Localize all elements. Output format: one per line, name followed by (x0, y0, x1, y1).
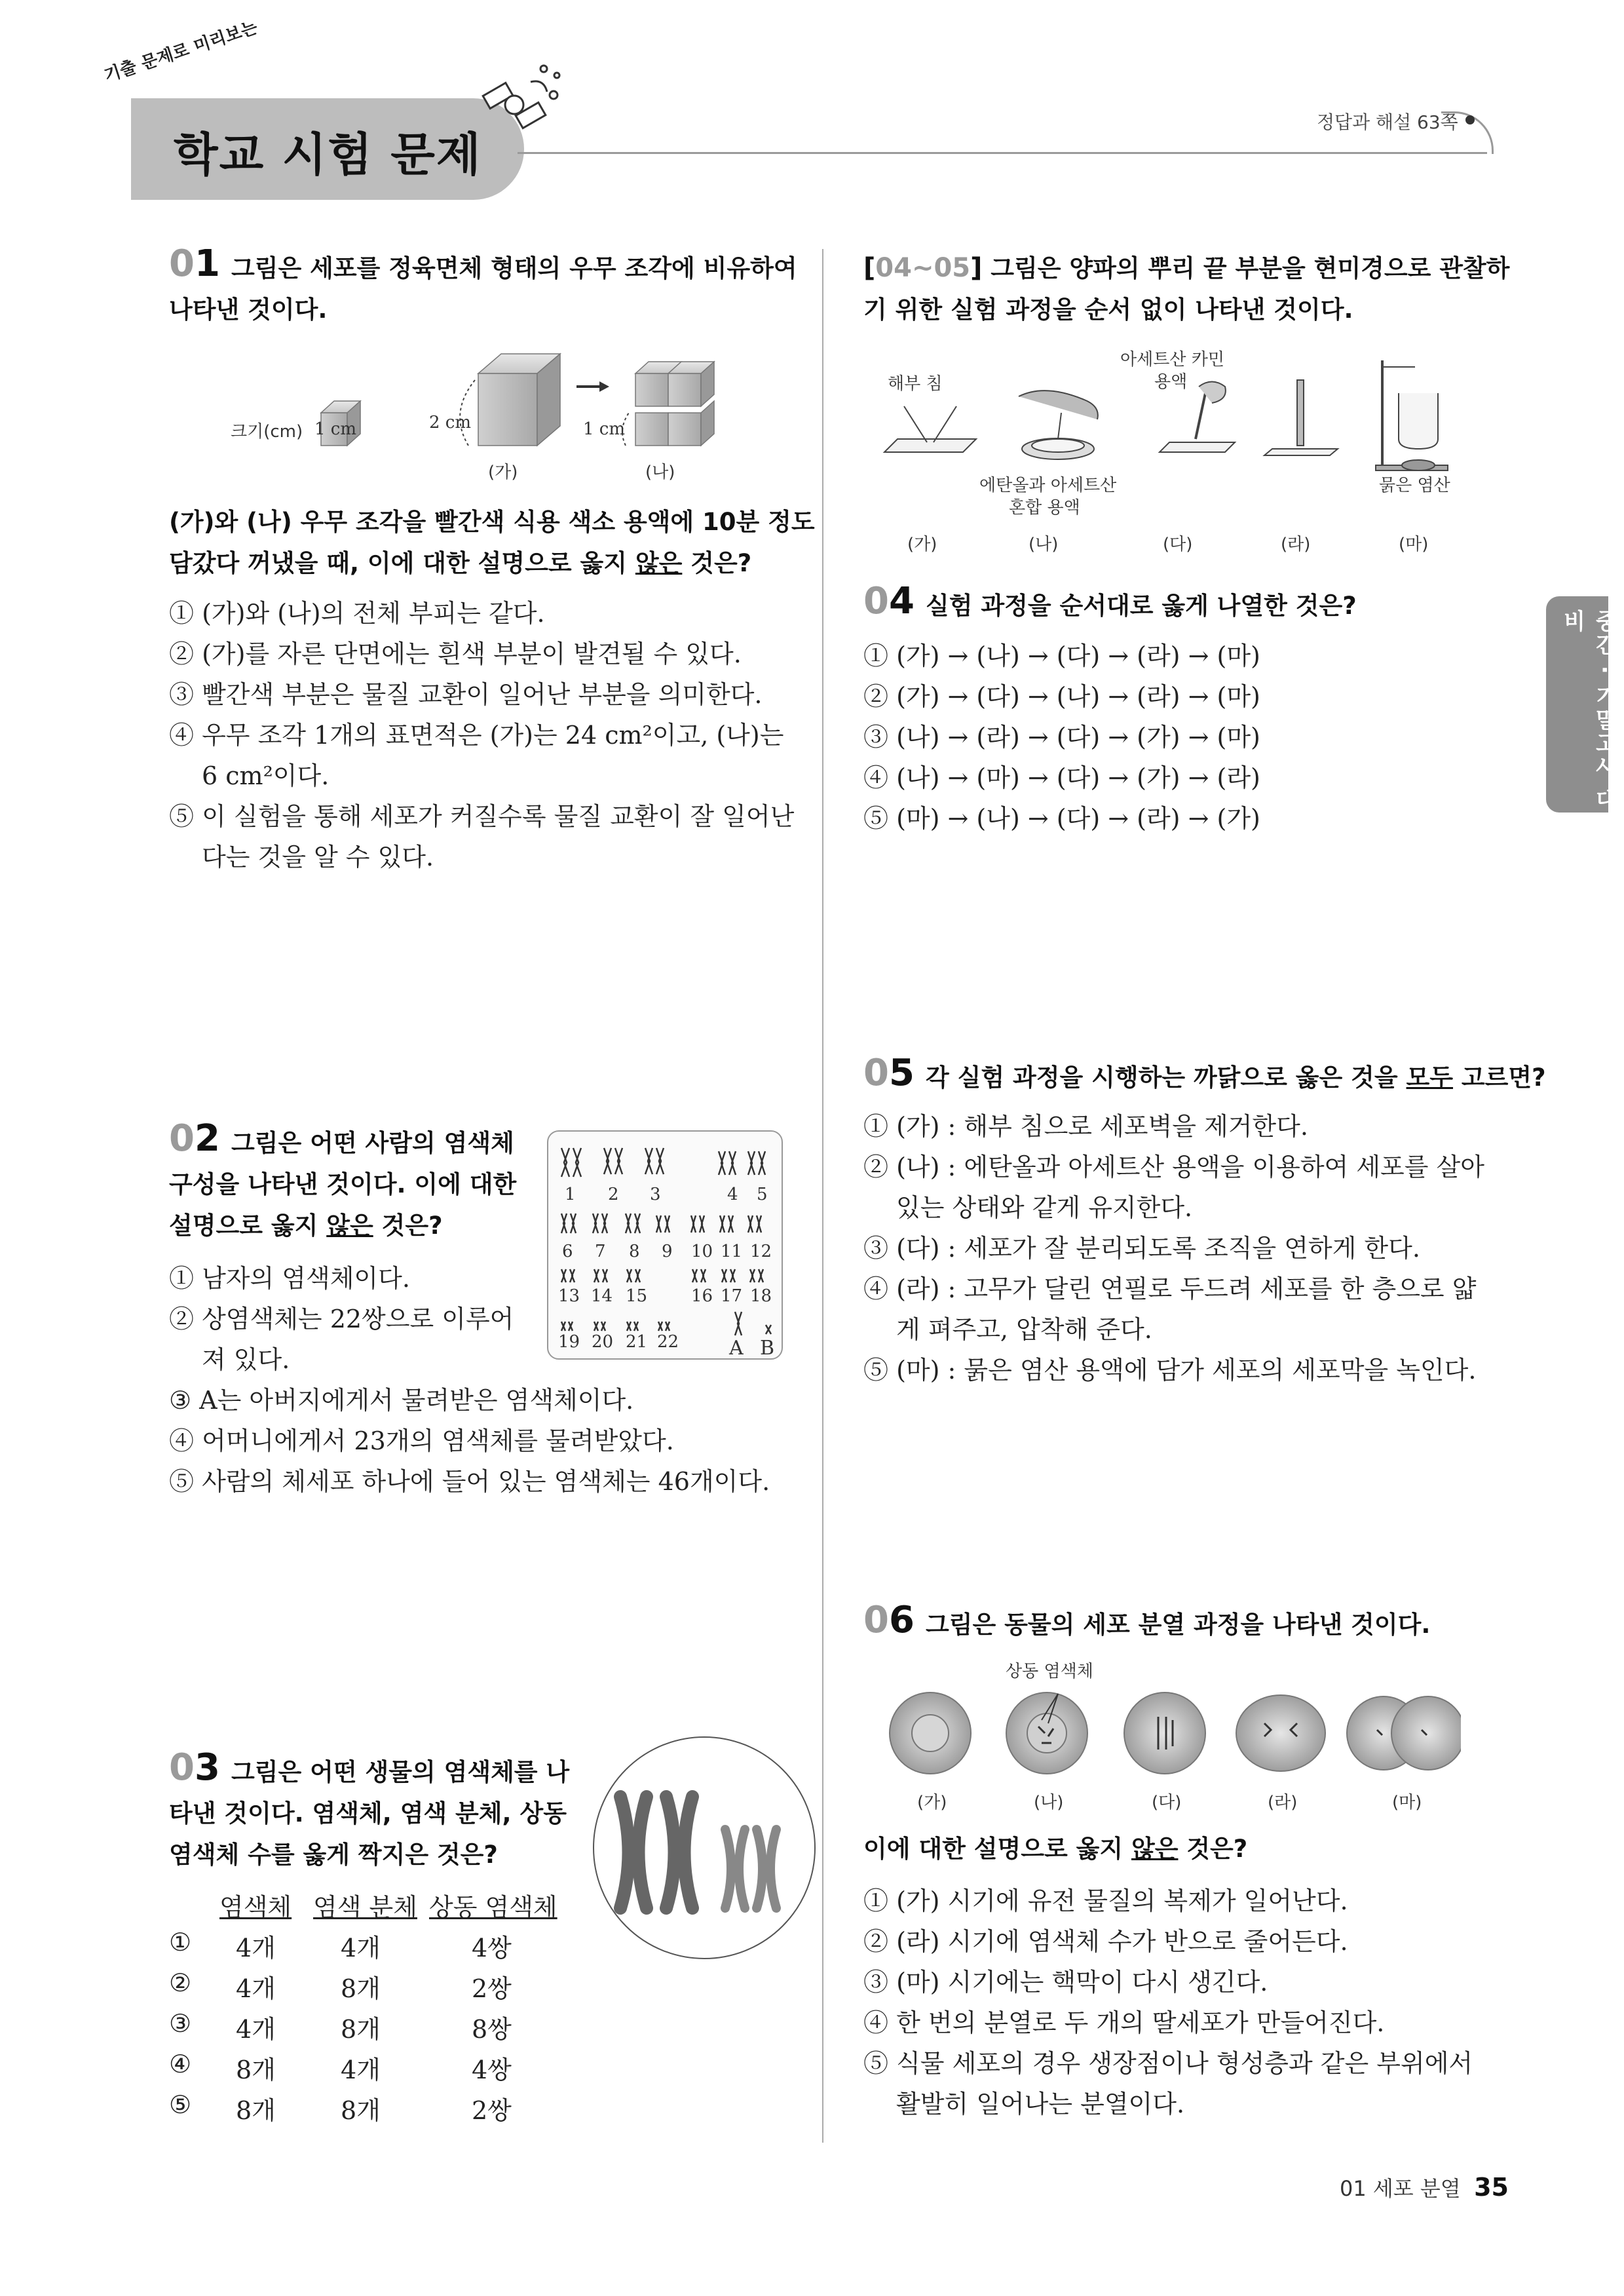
q02-option-5[interactable]: ⑤ 사람의 체세포 하나에 들어 있는 염색체는 46개이다. (169, 1467, 770, 1496)
prompt-part: 각 실험 과정을 시행하는 까닭으로 옳은 것을 (926, 1063, 1407, 1092)
question-text: 나타낸 것이다. (169, 296, 328, 324)
cell-label-na: (나) (1034, 1793, 1064, 1812)
question-prompt: (가)와 (나) 우무 조각을 빨간색 식용 색소 용액에 10분 정도 (169, 508, 815, 536)
question-number: 01 (169, 242, 220, 285)
figure-label-na: (나) (645, 463, 675, 482)
label-carmine: 아세트산 카민 (1120, 350, 1224, 370)
cell-label-ga: (가) (917, 1793, 947, 1812)
bullet-dot (1465, 115, 1475, 124)
kary-sex-b: B (760, 1337, 775, 1360)
page-title: 학교 시험 문제 (174, 128, 482, 182)
kary-num: 14 (591, 1286, 613, 1306)
q05-option-5[interactable]: ⑤ (마) : 묽은 염산 용액에 담가 세포의 세포막을 녹인다. (863, 1356, 1477, 1385)
size-1cm-b: 1 cm (583, 419, 626, 439)
q03-option-5[interactable]: ⑤ (169, 2090, 192, 2119)
footer-chapter: 01 세포 분열 (1340, 2176, 1461, 2201)
figure-label-ga: (가) (488, 463, 518, 482)
prompt-part: 이에 대한 설명으로 옳지 (863, 1835, 1131, 1863)
prompt-part: 것은? (1178, 1835, 1248, 1863)
kary-num: 7 (595, 1242, 606, 1261)
label-carmine-2: 용액 (1154, 372, 1188, 392)
q02-option-4[interactable]: ④ 어머니에게서 23개의 염색체를 물려받았다. (169, 1426, 674, 1455)
q01-option-3[interactable]: ③ 빨간색 부분은 물질 교환이 일어난 부분을 의미한다. (169, 680, 763, 709)
cell-division-figure (884, 1684, 1461, 1782)
q02-option-3[interactable]: ③ A는 아버지에게서 물려받은 염색체이다. (169, 1386, 634, 1415)
kary-num: 15 (626, 1286, 648, 1306)
question-text: 구성을 나타낸 것이다. 이에 대한 (169, 1170, 517, 1198)
size-label: 크기(cm) (231, 422, 303, 442)
chromosome-x-shapes (594, 1738, 817, 1961)
question-text: 그림은 세포를 정육면체 형태의 우무 조각에 비유하여 (231, 254, 797, 282)
kary-num: 2 (608, 1185, 619, 1204)
prompt-part: 것은? (373, 1212, 443, 1240)
question-prompt (169, 543, 751, 584)
q03-option-3[interactable]: ③ (169, 2009, 192, 2038)
col-header: 염색체 (219, 1893, 292, 1922)
q01-option-4-cont: 6 cm²이다. (202, 761, 330, 790)
kary-num: 4 (727, 1185, 738, 1204)
q06-option-5-cont: 활발히 일어나는 분열이다. (896, 2090, 1185, 2118)
question-number: 02 (169, 1117, 220, 1160)
kary-num: 8 (629, 1242, 640, 1261)
table-header (429, 1887, 557, 1923)
kary-num: 6 (562, 1242, 573, 1261)
q06-option-1[interactable]: ① (가) 시기에 유전 물질의 복제가 일어난다. (863, 1886, 1348, 1915)
label-ethanol-2: 혼합 용액 (1009, 498, 1080, 518)
table-cell: 4개 (236, 1934, 276, 1962)
q04-option-2[interactable]: ② (가) → (다) → (나) → (라) → (마) (863, 682, 1260, 711)
intro-text: 그림은 양파의 뿌리 끝 부분을 현미경으로 관찰하 (982, 254, 1510, 282)
table-cell: 8개 (341, 2015, 381, 2044)
question-text: 타낸 것이다. 염색체, 염색 분체, 상동 (169, 1799, 567, 1827)
prompt-underline: 않은 (635, 549, 683, 577)
q05-option-1[interactable]: ① (가) : 해부 침으로 세포벽을 제거한다. (863, 1112, 1308, 1141)
question-number: 03 (169, 1746, 220, 1789)
prompt-part: 담갔다 꺼냈을 때, 이에 대한 설명으로 옳지 (169, 549, 635, 577)
question-text: 실험 과정을 순서대로 옳게 나열한 것은? (926, 592, 1357, 620)
page-number: 35 (1474, 2173, 1509, 2202)
range-bracket-close: ] (970, 253, 983, 283)
step-label-ra: (라) (1281, 535, 1311, 554)
side-tab (1546, 596, 1617, 813)
q03-option-4[interactable]: ④ (169, 2050, 192, 2078)
size-2cm: 2 cm (429, 413, 472, 432)
table-cell: 8개 (236, 2056, 276, 2084)
kary-sex-a: A (729, 1337, 744, 1360)
kary-num: 5 (757, 1185, 768, 1204)
header-rule (518, 152, 1487, 154)
table-cell: 2쌍 (472, 2096, 512, 2125)
question-number: 05 (863, 1052, 915, 1094)
kary-num: 19 (558, 1332, 580, 1352)
side-tab-label: 중간 · 기말고사 대비 (1559, 609, 1617, 812)
q0405-intro-2: 기 위한 실험 과정을 순서 없이 나타낸 것이다. (863, 296, 1353, 324)
question-text (926, 1057, 1546, 1098)
kary-num: 20 (592, 1332, 614, 1352)
cell-label-ra: (라) (1268, 1793, 1298, 1812)
q03-option-1[interactable]: ① (169, 1928, 192, 1957)
q04-option-5[interactable]: ⑤ (마) → (나) → (다) → (라) → (가) (863, 804, 1260, 833)
step-label-na: (나) (1029, 535, 1059, 554)
question-number: 06 (863, 1599, 915, 1641)
prompt-part: 고르면? (1453, 1063, 1546, 1092)
label-ethanol: 에탄올과 아세트산 (979, 476, 1117, 495)
kary-num: 16 (691, 1286, 713, 1306)
page-footer (1340, 2172, 1509, 2202)
satellite-icon (472, 56, 570, 147)
q05-option-2[interactable]: ② (나) : 에탄올과 아세트산 용액을 이용하여 세포를 살아 (863, 1153, 1484, 1181)
q02-option-2-cont: 져 있다. (202, 1345, 290, 1374)
table-cell: 4개 (236, 2015, 276, 2044)
q06-option-3[interactable]: ③ (마) 시기에는 핵막이 다시 생긴다. (863, 1968, 1268, 1997)
col-header: 상동 염색체 (429, 1893, 557, 1922)
kary-num: 17 (721, 1286, 743, 1306)
table-header (313, 1887, 417, 1923)
table-cell: 8개 (236, 2096, 276, 2125)
table-cell: 2쌍 (472, 1974, 512, 2003)
q04-option-1[interactable]: ① (가) → (나) → (다) → (라) → (마) (863, 641, 1260, 670)
q03-option-2[interactable]: ② (169, 1968, 192, 1997)
prompt-underline: 않은 (326, 1212, 373, 1240)
question-text: 염색체 수를 옳게 짝지은 것은? (169, 1841, 498, 1869)
prompt-part: 것은? (682, 549, 752, 577)
step-label-ga: (가) (907, 535, 937, 554)
kary-num: 1 (565, 1185, 576, 1204)
cell-label-da: (다) (1152, 1793, 1182, 1812)
range-label: 04~05 (875, 253, 971, 283)
kary-num: 13 (558, 1286, 580, 1306)
table-cell: 8개 (341, 2096, 381, 2125)
q04-option-3[interactable]: ③ (나) → (라) → (다) → (가) → (마) (863, 723, 1260, 752)
table-cell: 8쌍 (472, 2015, 512, 2044)
question-text: 그림은 동물의 세포 분열 과정을 나타낸 것이다. (926, 1611, 1431, 1639)
question-number: 04 (863, 580, 915, 622)
q01-option-5[interactable]: ⑤ 이 실험을 통해 세포가 커질수록 물질 교환이 잘 일어난 (169, 802, 795, 831)
q05-option-2-cont: 있는 상태와 같게 유지한다. (896, 1193, 1193, 1222)
prompt-part: 설명으로 옳지 (169, 1212, 327, 1240)
q01-option-5-cont: 다는 것을 알 수 있다. (202, 843, 434, 871)
kary-num: 3 (650, 1185, 661, 1204)
prompt-underline: 않은 (1131, 1835, 1179, 1863)
answer-reference: 정답과 해설 63쪽 (1317, 111, 1458, 133)
step-label-da: (다) (1163, 535, 1193, 554)
table-cell: 4개 (341, 1934, 381, 1962)
table-cell: 4개 (341, 2056, 381, 2084)
q05-option-4-cont: 게 펴주고, 압착해 준다. (896, 1315, 1152, 1344)
chromosome-circle-figure (593, 1736, 816, 1959)
q05-option-4[interactable]: ④ (라) : 고무가 달린 연필로 두드려 세포를 한 층으로 얇 (863, 1274, 1477, 1303)
q01-option-2[interactable]: ② (가)를 자른 단면에는 흰색 부분이 발견될 수 있다. (169, 640, 742, 668)
cell-label-ma: (마) (1392, 1793, 1422, 1812)
q0405-intro (863, 248, 1509, 289)
q06-option-2[interactable]: ② (라) 시기에 염색체 수가 반으로 줄어든다. (863, 1927, 1348, 1956)
table-cell: 4쌍 (472, 2056, 512, 2084)
q06-prompt (863, 1828, 1247, 1869)
q02-option-1[interactable]: ① 남자의 염색체이다. (169, 1264, 410, 1293)
col-header: 염색 분체 (313, 1893, 417, 1922)
table-cell: 8개 (341, 1974, 381, 2003)
step-label-ma: (마) (1399, 535, 1429, 554)
kary-num: 10 (691, 1242, 713, 1261)
table-cell: 4개 (236, 1974, 276, 2003)
q01-option-1[interactable]: ① (가)와 (나)의 전체 부피는 같다. (169, 599, 545, 628)
header-subtitle: 기출 문제로 미리보는 (102, 18, 260, 86)
label-homologous: 상동 염색체 (1006, 1662, 1093, 1681)
question-text: 그림은 어떤 사람의 염색체 (231, 1129, 514, 1157)
q06-option-5[interactable]: ⑤ 식물 세포의 경우 생장점이나 형성층과 같은 부위에서 (863, 2049, 1473, 2078)
label-hcl: 묽은 염산 (1379, 476, 1450, 495)
table-cell: 4쌍 (472, 1934, 512, 1962)
kary-num: 18 (750, 1286, 772, 1306)
q01-option-4[interactable]: ④ 우무 조각 1개의 표면적은 (가)는 24 cm²이고, (나)는 (169, 721, 784, 750)
kary-num: 21 (626, 1332, 648, 1352)
range-bracket-open: [ (863, 253, 876, 283)
q06-option-4[interactable]: ④ 한 번의 분열로 두 개의 딸세포가 만들어진다. (863, 2008, 1385, 2037)
kary-num: 9 (662, 1242, 673, 1261)
size-1cm: 1 cm (314, 419, 357, 439)
q05-option-3[interactable]: ③ (다) : 세포가 잘 분리되도록 조직을 연하게 한다. (863, 1234, 1420, 1263)
kary-num: 12 (750, 1242, 772, 1261)
kary-num: 11 (721, 1242, 743, 1261)
column-divider (822, 249, 823, 2143)
prompt-underline: 모두 (1406, 1063, 1454, 1092)
kary-num: 22 (657, 1332, 679, 1352)
question-text (169, 1205, 443, 1246)
q02-option-2[interactable]: ② 상염색체는 22쌍으로 이루어 (169, 1305, 514, 1333)
question-text: 그림은 어떤 생물의 염색체를 나 (231, 1758, 570, 1786)
table-header (219, 1887, 292, 1923)
q04-option-4[interactable]: ④ (나) → (마) → (다) → (가) → (라) (863, 763, 1260, 792)
label-needle: 해부 침 (888, 374, 943, 394)
